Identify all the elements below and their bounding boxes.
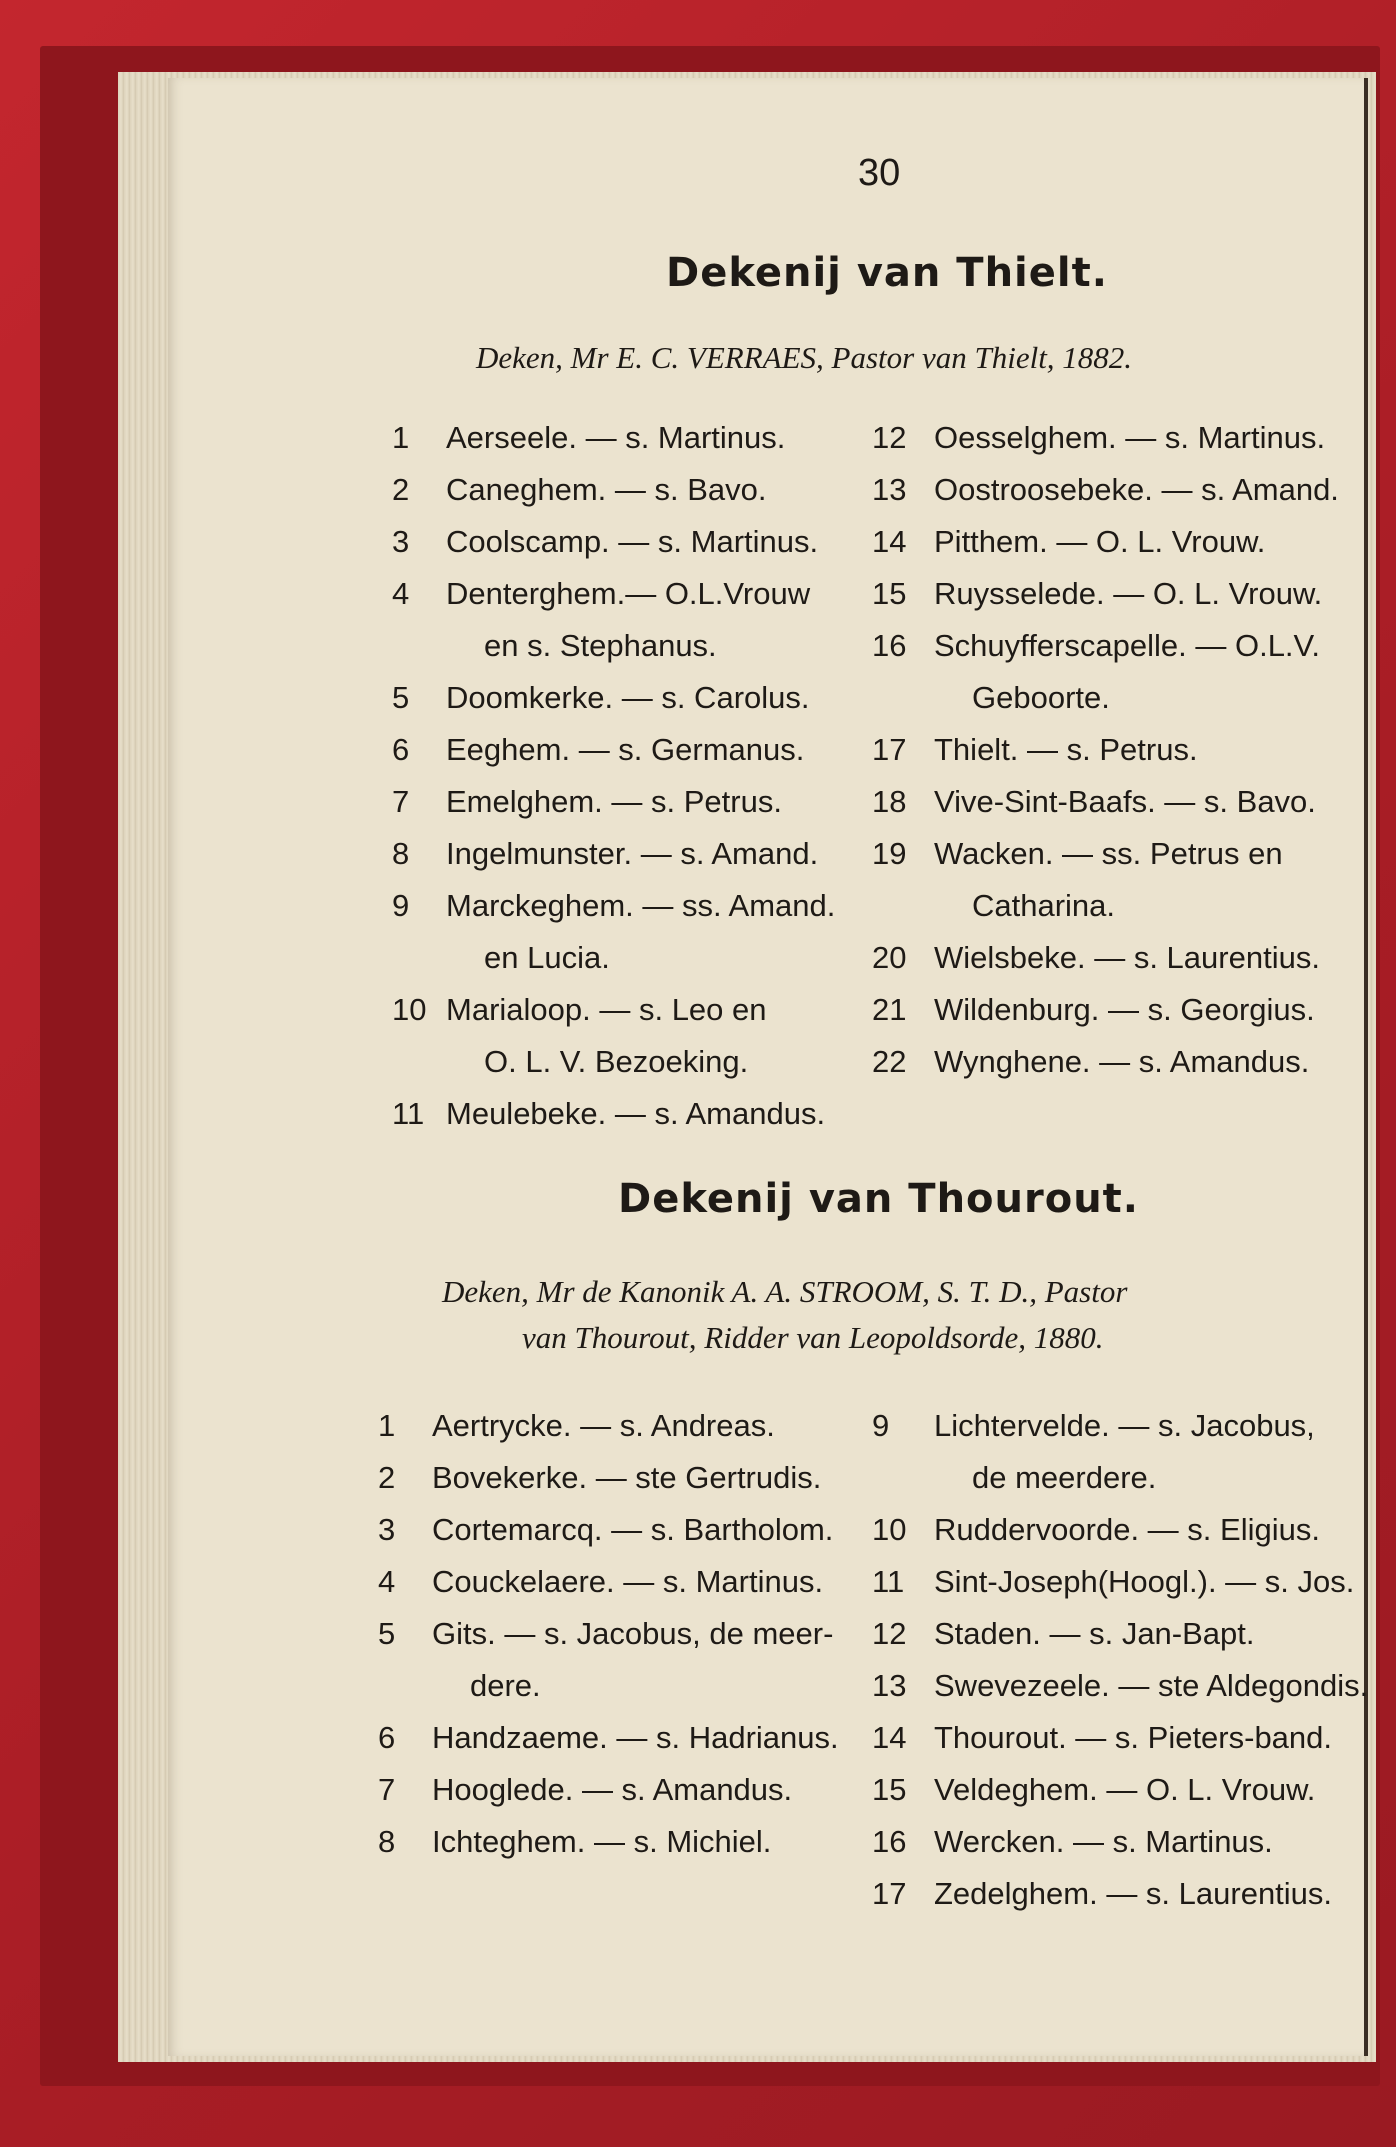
parish-text-continued: Catharina.	[972, 888, 1116, 923]
parish-text: Bovekerke. — ste Gertrudis.	[432, 1460, 822, 1495]
parish-text: Coolscamp. — s. Martinus.	[446, 524, 819, 559]
parish-number: 13	[872, 472, 907, 507]
parish-text: Swevezeele. — ste Aldegondis.	[934, 1668, 1369, 1703]
parish-text: Oostroosebeke. — s. Amand.	[934, 472, 1339, 507]
parish-text: Caneghem. — s. Bavo.	[446, 472, 767, 507]
parish-text: Oesselghem. — s. Martinus.	[934, 420, 1326, 455]
parish-number: 14	[872, 524, 907, 559]
parish-text: Ingelmunster. — s. Amand.	[446, 836, 819, 871]
parish-text: Marckeghem. — ss. Amand.	[446, 888, 836, 923]
parish-text: Wercken. — s. Martinus.	[934, 1824, 1273, 1859]
parish-number: 9	[872, 1408, 890, 1443]
parish-number: 3	[392, 524, 410, 559]
parish-number: 8	[392, 836, 410, 871]
page-number: 30	[858, 152, 901, 194]
parish-number: 17	[872, 732, 907, 767]
parish-number: 10	[872, 1512, 907, 1547]
page-edge-line	[1364, 78, 1368, 2056]
parish-text: Aerseele. — s. Martinus.	[446, 420, 786, 455]
parish-number: 22	[872, 1044, 907, 1079]
parish-text-continued: en s. Stephanus.	[484, 628, 717, 663]
parish-number: 6	[392, 732, 410, 767]
parish-text-continued: Geboorte.	[972, 680, 1110, 715]
parish-number: 20	[872, 940, 907, 975]
parish-text-continued: O. L. V. Bezoeking.	[484, 1044, 749, 1079]
parish-number: 1	[392, 420, 410, 455]
parish-text: Hooglede. — s. Amandus.	[432, 1772, 793, 1807]
parish-number: 7	[392, 784, 410, 819]
section-title-thourout: Dekenij van Thourout.	[618, 1176, 1139, 1222]
parish-text: Wacken. — ss. Petrus en	[934, 836, 1283, 871]
parish-text: Pitthem. — O. L. Vrouw.	[934, 524, 1266, 559]
parish-number: 21	[872, 992, 907, 1027]
parish-text: Thielt. — s. Petrus.	[934, 732, 1198, 767]
parish-number: 15	[872, 576, 907, 611]
parish-number: 14	[872, 1720, 907, 1755]
parish-text: Eeghem. — s. Germanus.	[446, 732, 805, 767]
parish-text: Handzaeme. — s. Hadrianus.	[432, 1720, 839, 1755]
parish-text: Staden. — s. Jan-Bapt.	[934, 1616, 1255, 1651]
parish-number: 17	[872, 1876, 907, 1911]
section-title-thielt: Dekenij van Thielt.	[666, 250, 1108, 296]
dean-line-thielt: Deken, Mr E. C. VERRAES, Pastor van Thielt, 1882.	[476, 340, 1133, 375]
parish-text: Thourout. — s. Pieters-band.	[934, 1720, 1333, 1755]
parish-text: Ichteghem. — s. Michiel.	[432, 1824, 772, 1859]
parish-text: Ruddervoorde. — s. Eligius.	[934, 1512, 1320, 1547]
parish-text: Sint-Joseph(Hoogl.). — s. Jos.	[934, 1564, 1355, 1599]
parish-number: 9	[392, 888, 410, 923]
parish-text: Marialoop. — s. Leo en	[446, 992, 767, 1027]
parish-number: 7	[378, 1772, 396, 1807]
parish-number: 6	[378, 1720, 396, 1755]
parish-number: 13	[872, 1668, 907, 1703]
parish-text: Lichtervelde. — s. Jacobus,	[934, 1408, 1315, 1443]
dean-line-thourout-2: van Thourout, Ridder van Leopoldsorde, 1880.	[522, 1320, 1104, 1355]
parish-number: 11	[392, 1096, 425, 1131]
parish-number: 10	[392, 992, 427, 1027]
parish-text: Emelghem. — s. Petrus.	[446, 784, 782, 819]
parish-number: 12	[872, 1616, 907, 1651]
parish-text: Doomkerke. — s. Carolus.	[446, 680, 810, 715]
parish-number: 4	[392, 576, 410, 611]
parish-text: Wildenburg. — s. Georgius.	[934, 992, 1315, 1027]
parish-number: 19	[872, 836, 907, 871]
parish-number: 11	[872, 1564, 905, 1599]
parish-text: Gits. — s. Jacobus, de meer-	[432, 1616, 834, 1651]
parish-number: 12	[872, 420, 907, 455]
parish-number: 18	[872, 784, 907, 819]
parish-text: Aertrycke. — s. Andreas.	[432, 1408, 775, 1443]
parish-text: Couckelaere. — s. Martinus.	[432, 1564, 824, 1599]
parish-text: Cortemarcq. — s. Bartholom.	[432, 1512, 834, 1547]
parish-number: 16	[872, 1824, 907, 1859]
parish-number: 3	[378, 1512, 396, 1547]
parish-text-continued: dere.	[470, 1668, 541, 1703]
parish-text: Denterghem.— O.L.Vrouw	[446, 576, 811, 611]
parish-text: Veldeghem. — O. L. Vrouw.	[934, 1772, 1316, 1807]
parish-text: Meulebeke. — s. Amandus.	[446, 1096, 826, 1131]
parish-text: Zedelghem. — s. Laurentius.	[934, 1876, 1333, 1911]
parish-number: 15	[872, 1772, 907, 1807]
parish-text-continued: en Lucia.	[484, 940, 610, 975]
parish-text: Schuyfferscapelle. — O.L.V.	[934, 628, 1320, 663]
parish-number: 2	[392, 472, 410, 507]
parish-text: Vive-Sint-Baafs. — s. Bavo.	[934, 784, 1316, 819]
parish-number: 5	[392, 680, 410, 715]
parish-number: 16	[872, 628, 907, 663]
parish-text: Ruysselede. — O. L. Vrouw.	[934, 576, 1323, 611]
parish-number: 4	[378, 1564, 396, 1599]
parish-number: 2	[378, 1460, 396, 1495]
parish-text-continued: de meerdere.	[972, 1460, 1157, 1495]
parish-text: Wynghene. — s. Amandus.	[934, 1044, 1310, 1079]
parish-number: 5	[378, 1616, 396, 1651]
parish-number: 1	[378, 1408, 396, 1443]
parish-text: Wielsbeke. — s. Laurentius.	[934, 940, 1320, 975]
dean-line-thourout-1: Deken, Mr de Kanonik A. A. STROOM, S. T. D., Pastor	[442, 1274, 1128, 1309]
parish-number: 8	[378, 1824, 396, 1859]
